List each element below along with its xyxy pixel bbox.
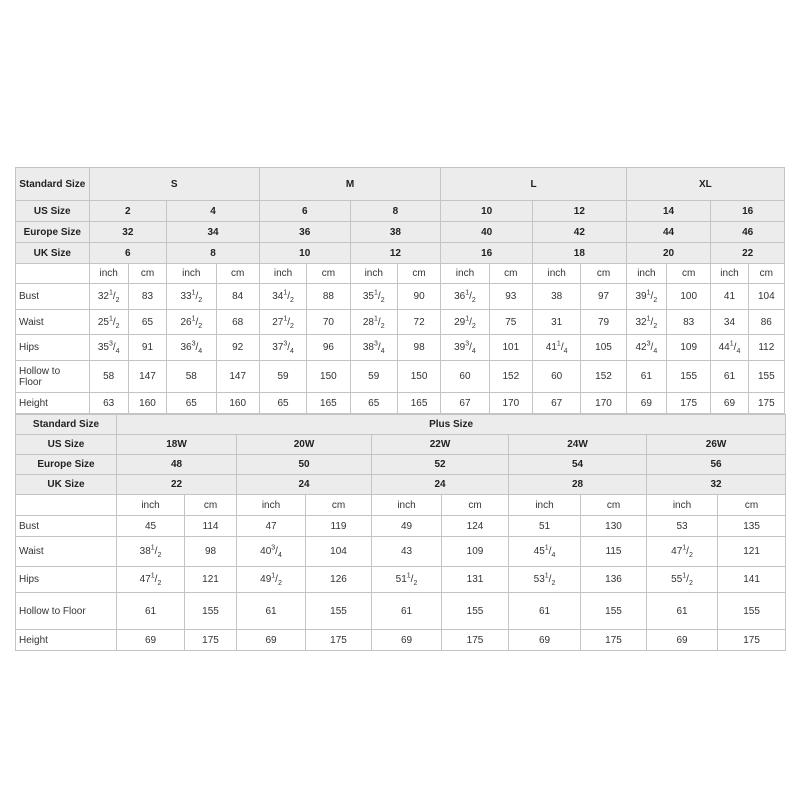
plus-measurement-value: 61 xyxy=(237,593,306,630)
plus-measurement-value: 124 xyxy=(442,516,509,537)
plus-measurement-value: 61 xyxy=(509,593,581,630)
plus-uk-size-row xyxy=(16,475,786,495)
measurement-value: 175 xyxy=(667,393,711,414)
measurement-value: 170 xyxy=(489,393,532,414)
plus-measurement-value: 135 xyxy=(718,516,786,537)
us-size-label: US Size xyxy=(16,201,90,222)
uk-size-cell: 20 xyxy=(626,243,711,264)
unit-label: cm xyxy=(748,264,784,284)
plus-unit-label: inch xyxy=(647,495,718,516)
unit-label: inch xyxy=(350,264,397,284)
measurement-value: 165 xyxy=(307,393,350,414)
plus-measurement-value: 47 xyxy=(237,516,306,537)
measurement-value: 58 xyxy=(167,361,216,393)
size-group-s: S xyxy=(89,168,259,201)
measurement-value: $33^1/_2$ xyxy=(167,284,216,310)
plus-unit-label: inch xyxy=(509,495,581,516)
measurement-value: 147 xyxy=(216,361,259,393)
measurement-value: 69 xyxy=(711,393,748,414)
unit-label: inch xyxy=(259,264,306,284)
plus-uk-size-cell: 32 xyxy=(647,475,786,495)
plus-measurement-row-hollow-to-floor xyxy=(16,593,786,630)
unit-label: inch xyxy=(167,264,216,284)
measurement-value: 38 xyxy=(532,284,580,310)
measurement-value: 150 xyxy=(307,361,350,393)
measurement-value: 155 xyxy=(667,361,711,393)
measurement-value: 93 xyxy=(489,284,532,310)
unit-row-blank xyxy=(16,264,90,284)
plus-measurement-value: 69 xyxy=(372,630,442,651)
measurement-value: 160 xyxy=(128,393,166,414)
plus-measurement-value: 121 xyxy=(185,567,237,593)
plus-size-table xyxy=(15,414,786,651)
measurement-value: 152 xyxy=(489,361,532,393)
plus-measurement-value: 141 xyxy=(718,567,786,593)
measurement-value: 104 xyxy=(748,284,784,310)
plus-uk-size-label: UK Size xyxy=(16,475,117,495)
measurement-value: 67 xyxy=(532,393,580,414)
plus-measurement-value: 69 xyxy=(509,630,581,651)
measurement-value: 150 xyxy=(397,361,440,393)
plus-measurement-label: Height xyxy=(16,630,117,651)
plus-measurement-value: 175 xyxy=(185,630,237,651)
us-size-cell: 6 xyxy=(259,201,350,222)
measurement-value: 165 xyxy=(397,393,440,414)
plus-us-size-cell: 20W xyxy=(237,435,372,455)
measurement-value: $37^3/_4$ xyxy=(259,335,306,361)
measurement-value: $44^1/_4$ xyxy=(711,335,748,361)
plus-unit-row-blank xyxy=(16,495,117,516)
measurement-value: 70 xyxy=(307,310,350,335)
plus-europe-size-cell: 56 xyxy=(647,455,786,475)
measurement-value: 61 xyxy=(711,361,748,393)
measurement-value: 105 xyxy=(581,335,626,361)
us-size-cell: 2 xyxy=(89,201,167,222)
measurement-value: 112 xyxy=(748,335,784,361)
europe-size-label: Europe Size xyxy=(16,222,90,243)
plus-measurement-value: 155 xyxy=(185,593,237,630)
uk-size-cell: 18 xyxy=(532,243,626,264)
unit-label: inch xyxy=(711,264,748,284)
plus-measurement-value: 69 xyxy=(117,630,185,651)
plus-measurement-value: $55^1/_2$ xyxy=(647,567,718,593)
plus-unit-label: inch xyxy=(117,495,185,516)
measurement-value: $36^3/_4$ xyxy=(167,335,216,361)
plus-europe-size-row xyxy=(16,455,786,475)
plus-measurement-value: 121 xyxy=(718,537,786,567)
unit-label: cm xyxy=(128,264,166,284)
plus-measurement-label: Hollow to Floor xyxy=(16,593,117,630)
europe-size-cell: 34 xyxy=(167,222,260,243)
unit-label: inch xyxy=(441,264,489,284)
plus-measurement-value: $49^1/_2$ xyxy=(237,567,306,593)
plus-unit-label: inch xyxy=(372,495,442,516)
us-size-row xyxy=(16,201,785,222)
plus-us-size-cell: 26W xyxy=(647,435,786,455)
measurement-value: 152 xyxy=(581,361,626,393)
size-group-xl: XL xyxy=(626,168,784,201)
plus-measurement-value: 61 xyxy=(117,593,185,630)
plus-unit-label: cm xyxy=(581,495,647,516)
measurement-value: 34 xyxy=(711,310,748,335)
plus-size-group: Plus Size xyxy=(117,415,786,435)
measurement-value: $25^1/_2$ xyxy=(89,310,128,335)
measurement-row-height xyxy=(16,393,785,414)
measurement-value: 65 xyxy=(128,310,166,335)
measurement-value: 65 xyxy=(350,393,397,414)
uk-size-label: UK Size xyxy=(16,243,90,264)
plus-unit-label: cm xyxy=(306,495,372,516)
standard-size-header-row xyxy=(16,168,785,201)
measurement-value: 92 xyxy=(216,335,259,361)
plus-measurement-value: 131 xyxy=(442,567,509,593)
plus-measurement-value: 155 xyxy=(581,593,647,630)
plus-measurement-value: 69 xyxy=(237,630,306,651)
europe-size-cell: 32 xyxy=(89,222,167,243)
measurement-value: 170 xyxy=(581,393,626,414)
plus-measurement-value: $47^1/_2$ xyxy=(647,537,718,567)
plus-measurement-value: 109 xyxy=(442,537,509,567)
plus-measurement-value: 155 xyxy=(306,593,372,630)
plus-measurement-value: 53 xyxy=(647,516,718,537)
plus-measurement-value: 175 xyxy=(442,630,509,651)
measurement-value: 72 xyxy=(397,310,440,335)
measurement-label: Hips xyxy=(16,335,90,361)
plus-measurement-value: 98 xyxy=(185,537,237,567)
size-group-m: M xyxy=(259,168,440,201)
unit-label: cm xyxy=(581,264,626,284)
measurement-value: $35^3/_4$ xyxy=(89,335,128,361)
us-size-cell: 4 xyxy=(167,201,260,222)
uk-size-cell: 16 xyxy=(441,243,533,264)
plus-europe-size-cell: 48 xyxy=(117,455,237,475)
plus-us-size-cell: 18W xyxy=(117,435,237,455)
plus-header-row xyxy=(16,415,786,435)
plus-uk-size-cell: 22 xyxy=(117,475,237,495)
plus-measurement-value: 175 xyxy=(581,630,647,651)
measurement-value: 79 xyxy=(581,310,626,335)
plus-unit-label: cm xyxy=(185,495,237,516)
plus-measurement-value: 130 xyxy=(581,516,647,537)
unit-label: cm xyxy=(397,264,440,284)
plus-uk-size-cell: 24 xyxy=(372,475,509,495)
unit-label: cm xyxy=(667,264,711,284)
plus-europe-size-label: Europe Size xyxy=(16,455,117,475)
plus-measurement-row-waist xyxy=(16,537,786,567)
plus-measurement-value: 104 xyxy=(306,537,372,567)
measurement-value: 101 xyxy=(489,335,532,361)
plus-measurement-value: 155 xyxy=(718,593,786,630)
measurement-value: 147 xyxy=(128,361,166,393)
plus-measurement-value: 43 xyxy=(372,537,442,567)
plus-measurement-value: 51 xyxy=(509,516,581,537)
uk-size-row xyxy=(16,243,785,264)
measurement-value: 75 xyxy=(489,310,532,335)
measurement-value: 41 xyxy=(711,284,748,310)
plus-measurement-value: 119 xyxy=(306,516,372,537)
measurement-value: 97 xyxy=(581,284,626,310)
unit-label: cm xyxy=(216,264,259,284)
measurement-value: 61 xyxy=(626,361,666,393)
measurement-value: 59 xyxy=(350,361,397,393)
measurement-row-waist xyxy=(16,310,785,335)
measurement-value: 90 xyxy=(397,284,440,310)
europe-size-cell: 38 xyxy=(350,222,441,243)
measurement-value: 60 xyxy=(532,361,580,393)
measurement-value: 58 xyxy=(89,361,128,393)
plus-uk-size-cell: 28 xyxy=(509,475,647,495)
uk-size-cell: 10 xyxy=(259,243,350,264)
plus-measurement-row-hips xyxy=(16,567,786,593)
plus-standard-size-header: Standard Size xyxy=(16,415,117,435)
measurement-value: 100 xyxy=(667,284,711,310)
plus-unit-label: cm xyxy=(442,495,509,516)
measurement-value: $36^1/_2$ xyxy=(441,284,489,310)
plus-measurement-value: 61 xyxy=(372,593,442,630)
uk-size-cell: 6 xyxy=(89,243,167,264)
plus-measurement-value: $40^3/_4$ xyxy=(237,537,306,567)
plus-unit-row xyxy=(16,495,786,516)
europe-size-cell: 40 xyxy=(441,222,533,243)
plus-unit-label: inch xyxy=(237,495,306,516)
europe-size-cell: 46 xyxy=(711,222,785,243)
measurement-value: 65 xyxy=(259,393,306,414)
plus-measurement-value: $51^1/_2$ xyxy=(372,567,442,593)
measurement-value: 91 xyxy=(128,335,166,361)
europe-size-row xyxy=(16,222,785,243)
uk-size-cell: 22 xyxy=(711,243,785,264)
measurement-label: Bust xyxy=(16,284,90,310)
measurement-value: 160 xyxy=(216,393,259,414)
us-size-cell: 14 xyxy=(626,201,711,222)
measurement-label: Waist xyxy=(16,310,90,335)
measurement-value: $28^1/_2$ xyxy=(350,310,397,335)
europe-size-cell: 36 xyxy=(259,222,350,243)
plus-us-size-cell: 22W xyxy=(372,435,509,455)
plus-measurement-value: 49 xyxy=(372,516,442,537)
size-group-l: L xyxy=(441,168,626,201)
measurement-value: $39^1/_2$ xyxy=(626,284,666,310)
measurement-value: $34^1/_2$ xyxy=(259,284,306,310)
us-size-cell: 8 xyxy=(350,201,441,222)
measurement-value: 31 xyxy=(532,310,580,335)
plus-measurement-value: 115 xyxy=(581,537,647,567)
measurement-row-hips xyxy=(16,335,785,361)
europe-size-cell: 44 xyxy=(626,222,711,243)
plus-europe-size-cell: 50 xyxy=(237,455,372,475)
measurement-value: $41^1/_4$ xyxy=(532,335,580,361)
measurement-label: Hollow to Floor xyxy=(16,361,90,393)
measurement-value: 68 xyxy=(216,310,259,335)
plus-measurement-value: $53^1/_2$ xyxy=(509,567,581,593)
plus-measurement-value: 61 xyxy=(647,593,718,630)
measurement-value: 63 xyxy=(89,393,128,414)
uk-size-cell: 12 xyxy=(350,243,441,264)
plus-measurement-value: 126 xyxy=(306,567,372,593)
us-size-cell: 10 xyxy=(441,201,533,222)
measurement-value: 109 xyxy=(667,335,711,361)
plus-measurement-value: $38^1/_2$ xyxy=(117,537,185,567)
plus-unit-label: cm xyxy=(718,495,786,516)
measurement-value: 59 xyxy=(259,361,306,393)
measurement-value: $32^1/_2$ xyxy=(626,310,666,335)
measurement-value: 60 xyxy=(441,361,489,393)
unit-label: cm xyxy=(307,264,350,284)
measurement-value: 83 xyxy=(667,310,711,335)
uk-size-cell: 8 xyxy=(167,243,260,264)
measurement-value: 69 xyxy=(626,393,666,414)
plus-measurement-label: Waist xyxy=(16,537,117,567)
plus-us-size-cell: 24W xyxy=(509,435,647,455)
measurement-value: $35^1/_2$ xyxy=(350,284,397,310)
plus-uk-size-cell: 24 xyxy=(237,475,372,495)
measurement-value: 67 xyxy=(441,393,489,414)
measurement-value: 84 xyxy=(216,284,259,310)
plus-measurement-value: 136 xyxy=(581,567,647,593)
measurement-value: $27^1/_2$ xyxy=(259,310,306,335)
measurement-value: 155 xyxy=(748,361,784,393)
plus-europe-size-cell: 52 xyxy=(372,455,509,475)
unit-label: cm xyxy=(489,264,532,284)
europe-size-cell: 42 xyxy=(532,222,626,243)
measurement-value: $32^1/_2$ xyxy=(89,284,128,310)
plus-us-size-label: US Size xyxy=(16,435,117,455)
plus-measurement-value: 175 xyxy=(718,630,786,651)
plus-measurement-value: $47^1/_2$ xyxy=(117,567,185,593)
measurement-value: $38^3/_4$ xyxy=(350,335,397,361)
plus-measurement-row-height xyxy=(16,630,786,651)
plus-measurement-label: Hips xyxy=(16,567,117,593)
measurement-row-hollow-to-floor xyxy=(16,361,785,393)
measurement-value: $29^1/_2$ xyxy=(441,310,489,335)
measurement-value: $26^1/_2$ xyxy=(167,310,216,335)
measurement-value: 86 xyxy=(748,310,784,335)
measurement-label: Height xyxy=(16,393,90,414)
plus-europe-size-cell: 54 xyxy=(509,455,647,475)
measurement-row-bust xyxy=(16,284,785,310)
plus-measurement-value: 155 xyxy=(442,593,509,630)
plus-measurement-value: 45 xyxy=(117,516,185,537)
plus-us-size-row xyxy=(16,435,786,455)
plus-measurement-value: 69 xyxy=(647,630,718,651)
measurement-value: $39^3/_4$ xyxy=(441,335,489,361)
plus-measurement-value: 114 xyxy=(185,516,237,537)
measurement-value: 88 xyxy=(307,284,350,310)
unit-row xyxy=(16,264,785,284)
measurement-value: $42^3/_4$ xyxy=(626,335,666,361)
standard-size-table xyxy=(15,167,785,414)
measurement-value: 175 xyxy=(748,393,784,414)
plus-measurement-value: $45^1/_4$ xyxy=(509,537,581,567)
plus-measurement-value: 175 xyxy=(306,630,372,651)
unit-label: inch xyxy=(532,264,580,284)
plus-measurement-label: Bust xyxy=(16,516,117,537)
standard-size-header: Standard Size xyxy=(16,168,90,201)
measurement-value: 96 xyxy=(307,335,350,361)
us-size-cell: 16 xyxy=(711,201,785,222)
us-size-cell: 12 xyxy=(532,201,626,222)
unit-label: inch xyxy=(626,264,666,284)
unit-label: inch xyxy=(89,264,128,284)
measurement-value: 83 xyxy=(128,284,166,310)
plus-measurement-row-bust xyxy=(16,516,786,537)
measurement-value: 65 xyxy=(167,393,216,414)
measurement-value: 98 xyxy=(397,335,440,361)
